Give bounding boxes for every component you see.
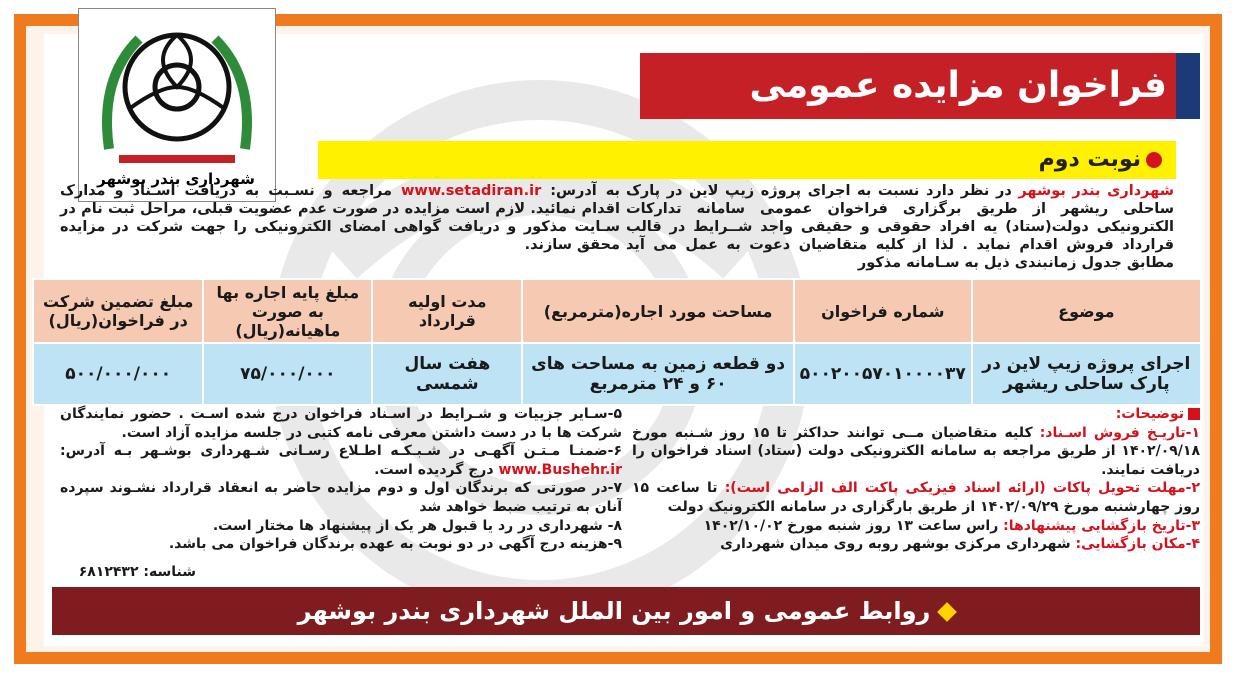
note-6 (60, 442, 622, 479)
note-1 (632, 424, 1200, 480)
ad-code: شناسه: ۶۸۱۲۴۳۲ (78, 564, 196, 580)
note-9: ۹-هزینه درج آگهی در دو نوبت به عهده برندگان فراخوان می باشد. (168, 536, 622, 553)
header-duration: مدت اولیه قرارداد (372, 279, 522, 343)
footer (52, 587, 1200, 635)
cell-duration: هفت سال شمسی (372, 343, 522, 405)
auction-table (32, 278, 1202, 406)
table-row (33, 343, 1201, 405)
notes-heading-text: توضیحات: (1115, 406, 1184, 422)
note-3 (632, 517, 1200, 536)
note-6-text: ۶-ضمنـا مـتـن آگهـی در شـبـکـه اطـلاع رسـانی شـهرداری بوشـهر بـه آدرس: (60, 443, 622, 460)
note-2-text: تا ساعت ۱۵ روز چهارشنبه مورخ ۱۴۰۲/۰۹/۲۹ از طریق بارگزاری در سامانه الکترونیک دولت (632, 480, 1200, 515)
logo-caption: شهرداری بندر بوشهر (97, 170, 255, 188)
intro-paragraph-left (60, 182, 620, 254)
note-7: ۷-در صورتی که برندگان اول و دوم مزایده حاضر به انعقاد قرارداد نشـوند سپرده آنان به ترتیب ضبط خواهد شد (60, 480, 622, 515)
table-header-row (33, 279, 1201, 343)
note-1-text: کلیه متقاضیان مــی توانند حداکثر تا ۱۵ روز شـنبه مورخ ۱۴۰۲/۰۹/۱۸ از طریق مراجعه به سامانه الکترونیکی دولت (ستاد) اسناد فراخوان را دریافت نمایند. (632, 424, 1200, 478)
notes-heading (632, 405, 1200, 424)
header-area: مساحت مورد اجاره(مترمربع) (522, 279, 794, 343)
cell-guarantee: ۵۰۰/۰۰۰/۰۰۰ (33, 343, 203, 405)
header-base-rent: مبلغ پایه اجاره بها به صورت ماهیانه(ریال) (203, 279, 372, 343)
intro-right-text: در نظر دارد نسبت به اجرای پروژه زیپ لاین در پارک ساحلی ریشهر از طریق برگزاری فراخوان عمومی سامانه تدارکات الکترونیکی دولت(ستاد) یه افراد حقوقی و حقیقی واجد شــرایط در قالب قرارداد فروش اقدام نماید . لذا از کلیه متقاضیان دعوت به عمل می آید مطابق جدول زمانبندی ذیل به سـامانه مذکور (626, 183, 1174, 271)
notes-left (60, 405, 622, 554)
note-2 (632, 479, 1200, 516)
note-6-tail: درج گردیده است. (374, 461, 499, 478)
bushehr-url-link[interactable]: www.Bushehr.ir (498, 461, 622, 478)
title-banner-accent (1176, 53, 1200, 119)
cell-subject: اجرای پروژه زیپ لاین در پارک ساحلی ریشهر (972, 343, 1201, 405)
note-2-label: ۲-مهلت تحویل پاکات (ارائه اسناد فیزیکی پاکت الف الزامی است): (717, 480, 1201, 497)
square-bullet-icon (1188, 408, 1200, 420)
cell-area: دو قطعه زمین به مساحت های ۶۰ و ۲۴ مترمربع (522, 343, 794, 405)
note-4-label: ۴-مکان بازگشایی: (1070, 536, 1200, 553)
header-subject: موضوع (972, 279, 1201, 343)
note-4 (632, 535, 1200, 554)
header-guarantee: مبلغ تضمین شرکت در فراخوان(ریال) (33, 279, 203, 343)
page-title: فراخوان مزایده عمومی (749, 65, 1167, 106)
intro-left-prefix: به آدرس: (541, 183, 620, 199)
emblem-icon (79, 9, 275, 169)
intro-left-text: مراجعه و نسـبت به دریافت اسـناد و مدارک اقدام نمائید. لازم است مزایده در صورت عدم عضویت قبلی، مراحل ثبت نام در سـایت مذکور و دریافت گواهی امضای الکترونیکی را جهت شرکت در مزایده محقق سازند. (60, 183, 620, 253)
note-4-text: شهرداری مرکزی بوشهر روبه روی میدان شهرداری (720, 536, 1071, 553)
diamond-bullet-icon (937, 602, 957, 622)
bullet-dot-icon (1146, 152, 1162, 168)
round-label: نوبت دوم (1038, 147, 1141, 172)
note-5: ۵-سـایر جزییات و شـرایط در اسـناد فراخوان درج شده اسـت . حضور نمایندگان شرکت ها با در دست داشتن معرفی نامه کتبی در جلسه مزایده آزاد است. (60, 406, 622, 441)
footer-text: روابط عمومی و امور بین الملل شهرداری بندر بوشهر (297, 597, 931, 625)
cell-base-rent: ۷۵/۰۰۰/۰۰۰ (203, 343, 372, 405)
note-8: ۸- شهرداری در رد یا قبول هر یک از پیشنهاد ها مختار است. (212, 517, 622, 534)
intro-paragraph-right (626, 182, 1174, 272)
notes-right (632, 405, 1200, 554)
header-call-number: شماره فراخوان (794, 279, 972, 343)
note-3-text: راس ساعت ۱۳ روز شنبه مورخ ۱۴۰۲/۱۰/۰۲ (703, 517, 999, 534)
setad-url-link[interactable]: www.setadiran.ir (401, 183, 542, 199)
cell-call-number: ۵۰۰۲۰۰۵۷۰۱۰۰۰۰۳۷ (794, 343, 972, 405)
note-3-label: ۳-تاریخ بازگشایی پیشنهادها: (998, 517, 1200, 534)
note-1-label: ۱-تاریـخ فروش اسـناد: (1032, 424, 1200, 441)
organization-name: شهرداری بندر بوشهر (1018, 183, 1174, 199)
